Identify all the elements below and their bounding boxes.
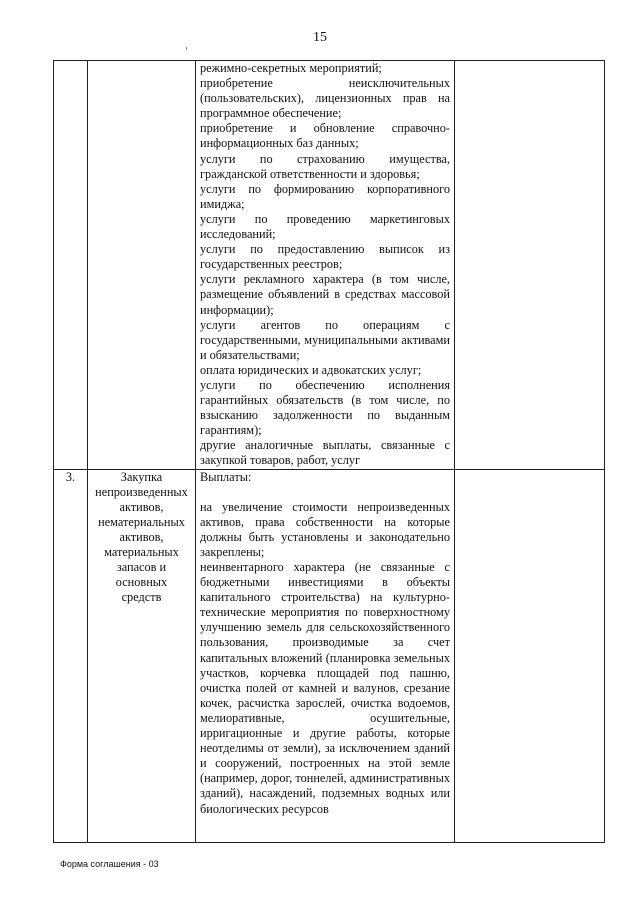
row-name-line: непроизведенных <box>95 484 188 499</box>
content-paragraph: приобретение и обновление справочно-информационных баз данных; <box>200 121 450 151</box>
content-paragraph: услуги по обеспечению исполнения гарантийных обязательств (в том числе, по взысканию задолженности по выданным гарантиям); <box>200 377 450 438</box>
row-name-line: средств <box>121 590 162 605</box>
content-paragraph: услуги по формированию корпоративного имиджа; <box>200 181 450 211</box>
content-paragraph: услуги по проведению маркетинговых исследований; <box>200 211 450 242</box>
row-name-line: материальных <box>104 545 179 559</box>
table-row <box>54 469 605 842</box>
row-number-cell: 3. <box>54 469 88 842</box>
content-heading: Выплаты: <box>200 469 252 484</box>
row-content-cell <box>196 61 455 470</box>
row-name-cell <box>88 469 196 842</box>
row-number-cell <box>54 61 88 470</box>
budget-items-table <box>53 60 605 843</box>
row-content-cell <box>196 469 455 842</box>
row-extra-cell <box>455 469 605 842</box>
scan-mark <box>186 47 187 50</box>
row-name-line: Закупка <box>120 469 163 484</box>
page-number: 15 <box>313 30 327 45</box>
row-name-line: нематериальных <box>98 514 185 529</box>
content-paragraph: услуги рекламного характера (в том числе, размещение объявлений в средствах массовой информации); <box>200 272 450 317</box>
content-paragraph: оплата юридических и адвокатских услуг; <box>200 362 422 377</box>
content-paragraph: режимно-секретных мероприятий; <box>200 61 382 75</box>
row-name-line: активов, <box>119 499 164 514</box>
content-paragraph: услуги по предоставлению выписок из государственных реестров; <box>200 242 450 272</box>
row-name-cell <box>88 61 196 470</box>
content-paragraph: другие аналогичные выплаты, связанные с закупкой товаров, работ, услуг <box>200 438 450 468</box>
content-paragraph: приобретение неисключительных (пользовательских), лицензионных прав на программное обеспечение; <box>200 76 450 121</box>
content-paragraph: услуги агентов по операциям с государственными, муниципальными активами и обязательствами; <box>200 317 450 362</box>
content-paragraph: неинвентарного характера (не связанные с бюджетными инвестициями в объекты капитального строительства) на культурно-технические мероприятия по поверхностному улучшению земель для сельскохозяйственного пользования, производимые за счет капитальных вложений (планировка земельных участков, корчевка площадей под пашню, очистка полей от камней и валунов, срезание кочек, расчистка зарослей, очистка водоемов, мелиоративные, осушительные, ирригационные и другие работы, которые неотделимы от земли), за исключением зданий и сооружений, построенных на этой земле (например, дорог, тоннелей, административных зданий), насаждений, подземных водных или биологических ресурсов <box>200 560 450 816</box>
form-label: Форма соглашения - 03 <box>60 859 159 869</box>
row-extra-cell <box>455 61 605 470</box>
row-name-line: активов, <box>119 529 164 544</box>
row-name-line: основных <box>115 575 168 590</box>
content-paragraph: услуги по страхованию имущества, гражданской ответственности и здоровья; <box>200 151 450 181</box>
content-paragraph: на увеличение стоимости непроизведенных активов, права собственности на которые должны быть установлены и законодательно закреплены; <box>200 499 450 559</box>
table-row <box>54 61 605 470</box>
row-name-line: запасов и <box>116 560 167 575</box>
